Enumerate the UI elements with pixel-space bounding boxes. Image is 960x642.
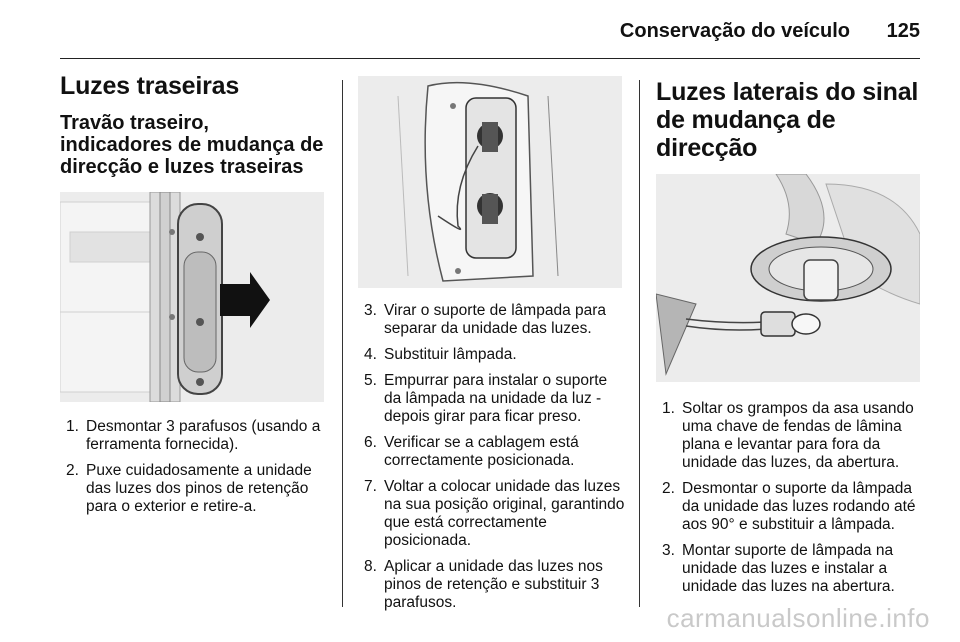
list-item: 3. Montar suporte de lâmpada na unidade das luzes e instalar a unidade das luzes na abertura. [662, 542, 895, 595]
rear-light-illustration [60, 192, 324, 402]
list-item: 7. Voltar a colocar unidade das luzes na sua posição original, garantindo que está correctamente posicionada. [364, 478, 625, 549]
steps-list-col1 [60, 418, 324, 516]
list-item: 8. Aplicar a unidade das luzes nos pinos de retenção e substituir 3 parafusos. [364, 558, 603, 611]
column-1 [60, 72, 324, 524]
column-divider-1 [342, 80, 343, 607]
column-2 [358, 76, 626, 620]
list-item: 1. Soltar os grampos da asa usando uma chave de fendas de lâmina plana e levantar para fora da unidade das luzes, da abertura. [662, 400, 914, 471]
figure-bulb-holder [358, 76, 622, 288]
steps-list-col3 [656, 400, 922, 596]
figure-side-indicator [656, 174, 920, 382]
list-item: 1. Desmontar 3 parafusos (usando a ferramenta fornecida). [66, 418, 321, 453]
heading-rear-lights: Luzes traseiras [60, 72, 240, 100]
list-item: 2. Puxe cuidadosamente a unidade das luzes dos pinos de retenção para o exterior e retire-a. [66, 462, 312, 515]
column-3 [656, 78, 922, 604]
figure-rear-light-removal [60, 192, 324, 402]
side-indicator-illustration [656, 174, 920, 382]
bulb-holder-illustration [358, 76, 622, 288]
watermark: carmanualsonline.info [666, 603, 930, 633]
list-item: 2. Desmontar o suporte da lâmpada da unidade das luzes rodando até aos 90° e substituir a lâmpada. [662, 480, 916, 533]
list-item: 5. Empurrar para instalar o suporte da lâmpada na unidade da luz - depois girar para ficar preso. [364, 372, 608, 425]
section-title: Conservação do veículo [619, 20, 850, 42]
list-item: 6. Verificar se a cablagem está correctamente posicionada. [364, 434, 579, 469]
subheading-brake-indicator-lights: Travão traseiro, indicadores de mudança de direcção e luzes traseiras [60, 112, 324, 178]
header-rule [60, 58, 920, 59]
list-item: 4. Substituir lâmpada. [364, 346, 517, 363]
heading-side-indicator-lights: Luzes laterais do sinal de mudança de direcção [656, 78, 919, 162]
column-divider-2 [639, 80, 640, 607]
steps-list-col2 [358, 302, 626, 612]
page-number: 125 [886, 20, 920, 42]
list-item: 3. Virar o suporte de lâmpada para separar da unidade das luzes. [364, 302, 607, 337]
page-header [60, 14, 920, 50]
